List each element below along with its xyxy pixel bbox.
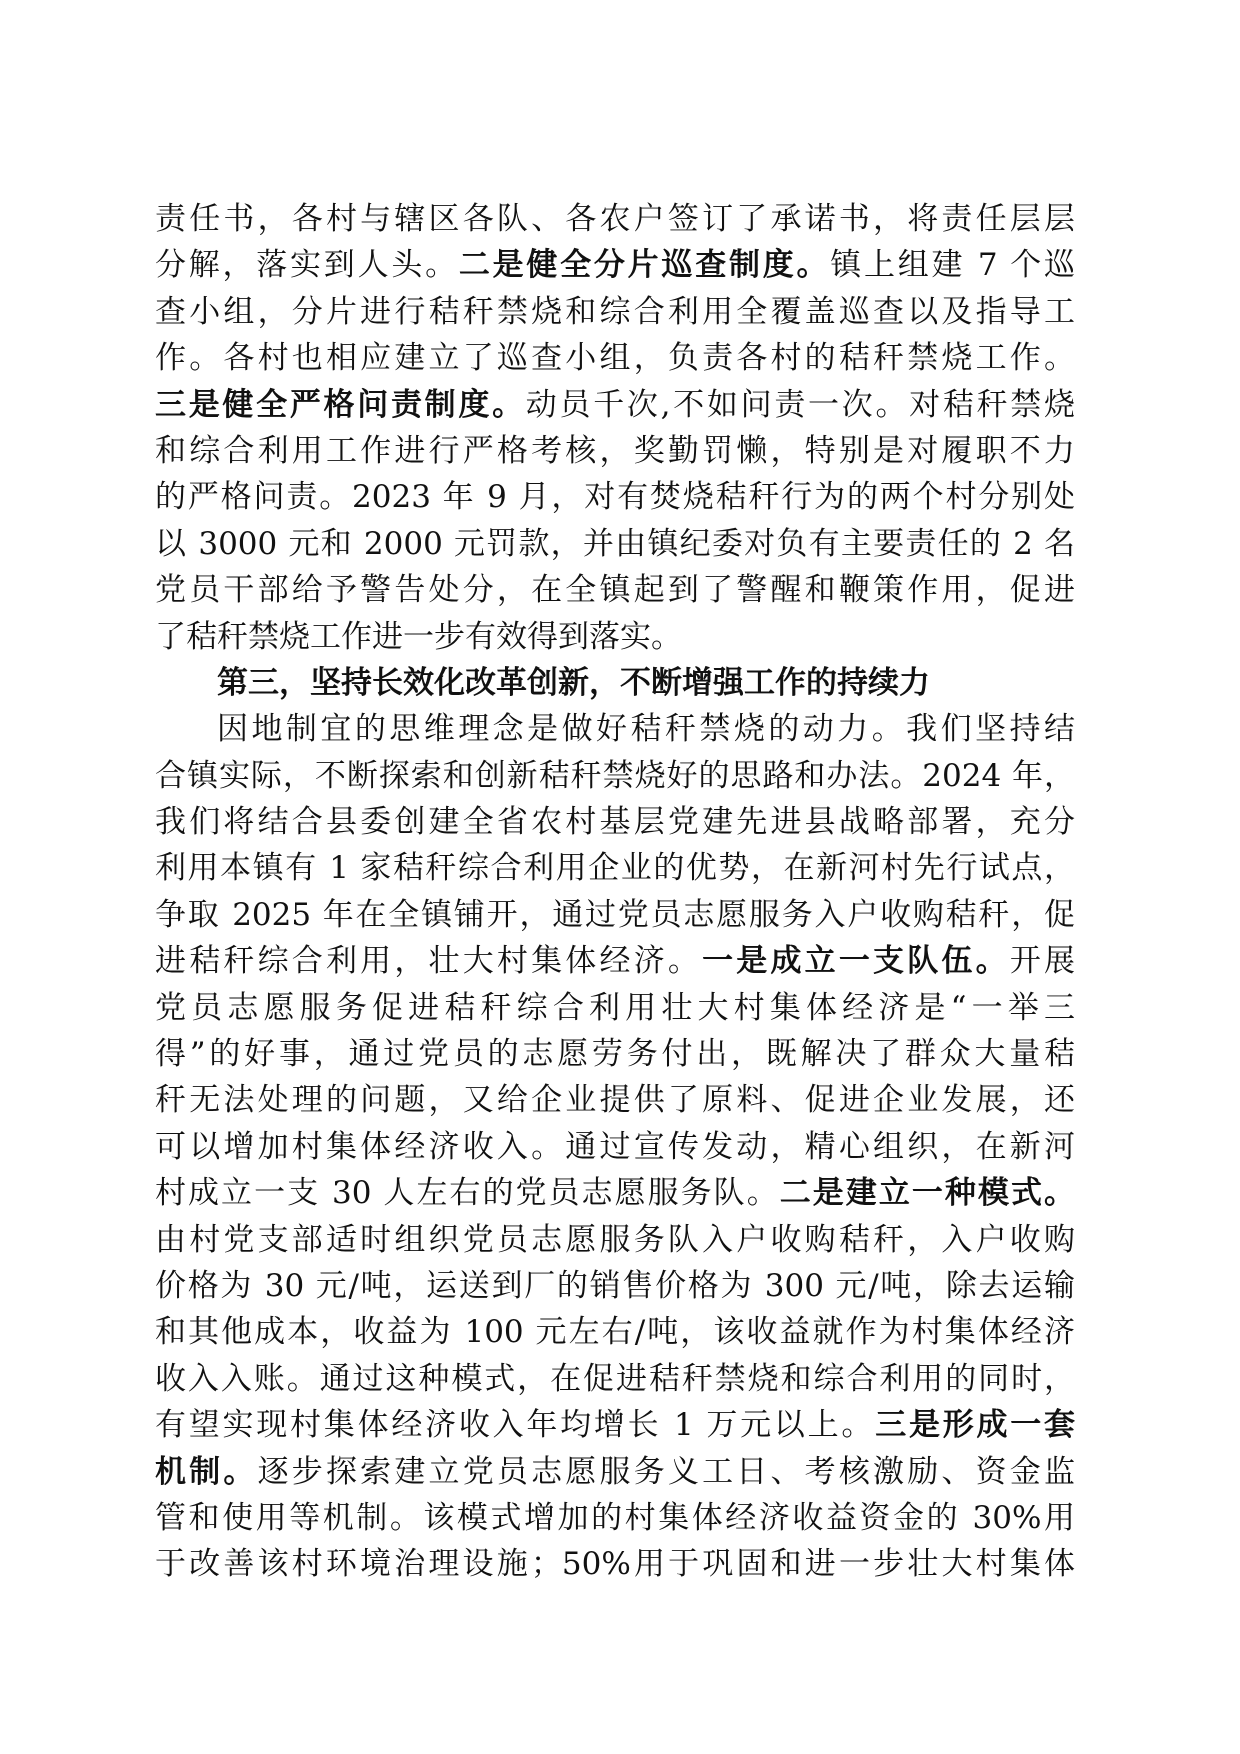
section-heading [155,660,1075,706]
text-line [155,521,1075,567]
bold-phrase: 三是健全严格问责制度。 [155,386,526,423]
text-segment: 由村党支部适时组织党员志愿服务队入户收购秸秆，入户收购 [155,1221,1075,1258]
text-line [155,1449,1075,1495]
text-segment: 作。各村也相应建立了巡查小组，负责各村的秸秆禁烧工作。 [155,340,1075,377]
text-line [155,799,1075,845]
text-line [155,938,1075,984]
text-segment: 可以增加村集体经济收入。通过宣传发动，精心组织，在新河 [155,1128,1075,1165]
bold-phrase: 机制。 [155,1453,258,1490]
text-line [155,196,1075,242]
body-text [155,196,1075,1588]
text-segment: 分解，落实到人头。 [155,247,459,284]
text-line [155,567,1075,613]
text-line [155,1541,1075,1587]
bold-phrase: 一是成立一支队伍。 [702,943,1010,980]
text-segment: 进秸秆综合利用，壮大村集体经济。 [155,943,703,980]
text-segment: 了秸秆禁烧工作进一步有效得到落实。 [155,618,682,655]
text-segment: 开展 [1009,943,1075,980]
text-line [155,242,1075,288]
text-line [155,1495,1075,1541]
text-segment: 党员志愿服务促进秸秆综合利用壮大村集体经济是“一举三 [155,989,1075,1026]
text-segment: 秆无法处理的问题，又给企业提供了原料、促进企业发展，还 [155,1082,1075,1119]
text-segment: 因地制宜的思维理念是做好秸秆禁烧的动力。我们坚持结 [217,711,1075,748]
text-segment: 查小组，分片进行秸秆禁烧和综合利用全覆盖巡查以及指导工 [155,293,1075,330]
text-segment: 于改善该村环境治理设施；50%用于巩固和进一步壮大村集体 [155,1546,1075,1583]
text-segment: 收入入账。通过这种模式，在促进秸秆禁烧和综合利用的同时， [155,1360,1075,1397]
text-segment: 争取 2025 年在全镇铺开，通过党员志愿服务入户收购秸秆，促 [155,896,1075,933]
bold-phrase: 二是建立一种模式。 [779,1175,1075,1212]
text-line [155,1124,1075,1170]
text-line [155,1077,1075,1123]
text-line [155,1170,1075,1216]
text-line [155,1217,1075,1263]
text-segment: 村成立一支 30 人左右的党员志愿服务队。 [155,1175,780,1212]
text-line [155,892,1075,938]
bold-phrase: 第三，坚持长效化改革创新，不断增强工作的持续力 [217,664,930,701]
text-segment: 价格为 30 元/吨，运送到厂的销售价格为 300 元/吨，除去运输 [155,1267,1075,1304]
text-line [155,428,1075,474]
text-line [155,985,1075,1031]
text-segment: 合镇实际，不断探索和创新秸秆禁烧好的思路和办法。2024 年， [155,757,1075,794]
text-segment: 利用本镇有 1 家秸秆综合利用企业的优势，在新河村先行试点， [155,850,1075,887]
text-segment: 以 3000 元和 2000 元罚款，并由镇纪委对负有主要责任的 2 名 [155,525,1075,562]
text-segment: 逐步探索建立党员志愿服务义工日、考核激励、资金监 [257,1453,1075,1490]
text-segment: 的严格问责。2023 年 9 月，对有焚烧秸秆行为的两个村分别处 [155,479,1075,516]
text-line [155,1356,1075,1402]
text-segment: 和综合利用工作进行严格考核，奖勤罚懒，特别是对履职不力 [155,432,1075,469]
text-segment: 镇上组建 7 个巡 [830,247,1075,284]
text-line [155,382,1075,428]
text-segment: 管和使用等机制。该模式增加的村集体经济收益资金的 30%用 [155,1499,1075,1536]
text-line [155,289,1075,335]
text-segment: 动员千次,不如问责一次。对秸秆禁烧 [525,386,1075,423]
text-segment: 责任书，各村与辖区各队、各农户签订了承诺书，将责任层层 [155,201,1075,237]
text-line [155,845,1075,891]
text-segment: 党员干部给予警告处分，在全镇起到了警醒和鞭策作用，促进 [155,572,1075,609]
text-line [155,614,1075,660]
text-segment: 我们将结合县委创建全省农村基层党建先进县战略部署，充分 [155,804,1075,841]
text-line [155,1263,1075,1309]
text-line [155,1402,1075,1448]
bold-phrase: 二是健全分片巡查制度。 [458,247,831,284]
bold-phrase: 三是形成一套 [875,1407,1075,1444]
text-segment: 得”的好事，通过党员的志愿劳务付出，既解决了群众大量秸 [155,1036,1075,1073]
text-line [155,474,1075,520]
text-line [155,1031,1075,1077]
text-line [155,706,1075,752]
text-line [155,753,1075,799]
text-segment: 有望实现村集体经济收入年均增长 1 万元以上。 [155,1407,876,1444]
text-line [155,1309,1075,1355]
text-line [155,335,1075,381]
text-segment: 和其他成本，收益为 100 元左右/吨，该收益就作为村集体经济 [155,1314,1075,1351]
